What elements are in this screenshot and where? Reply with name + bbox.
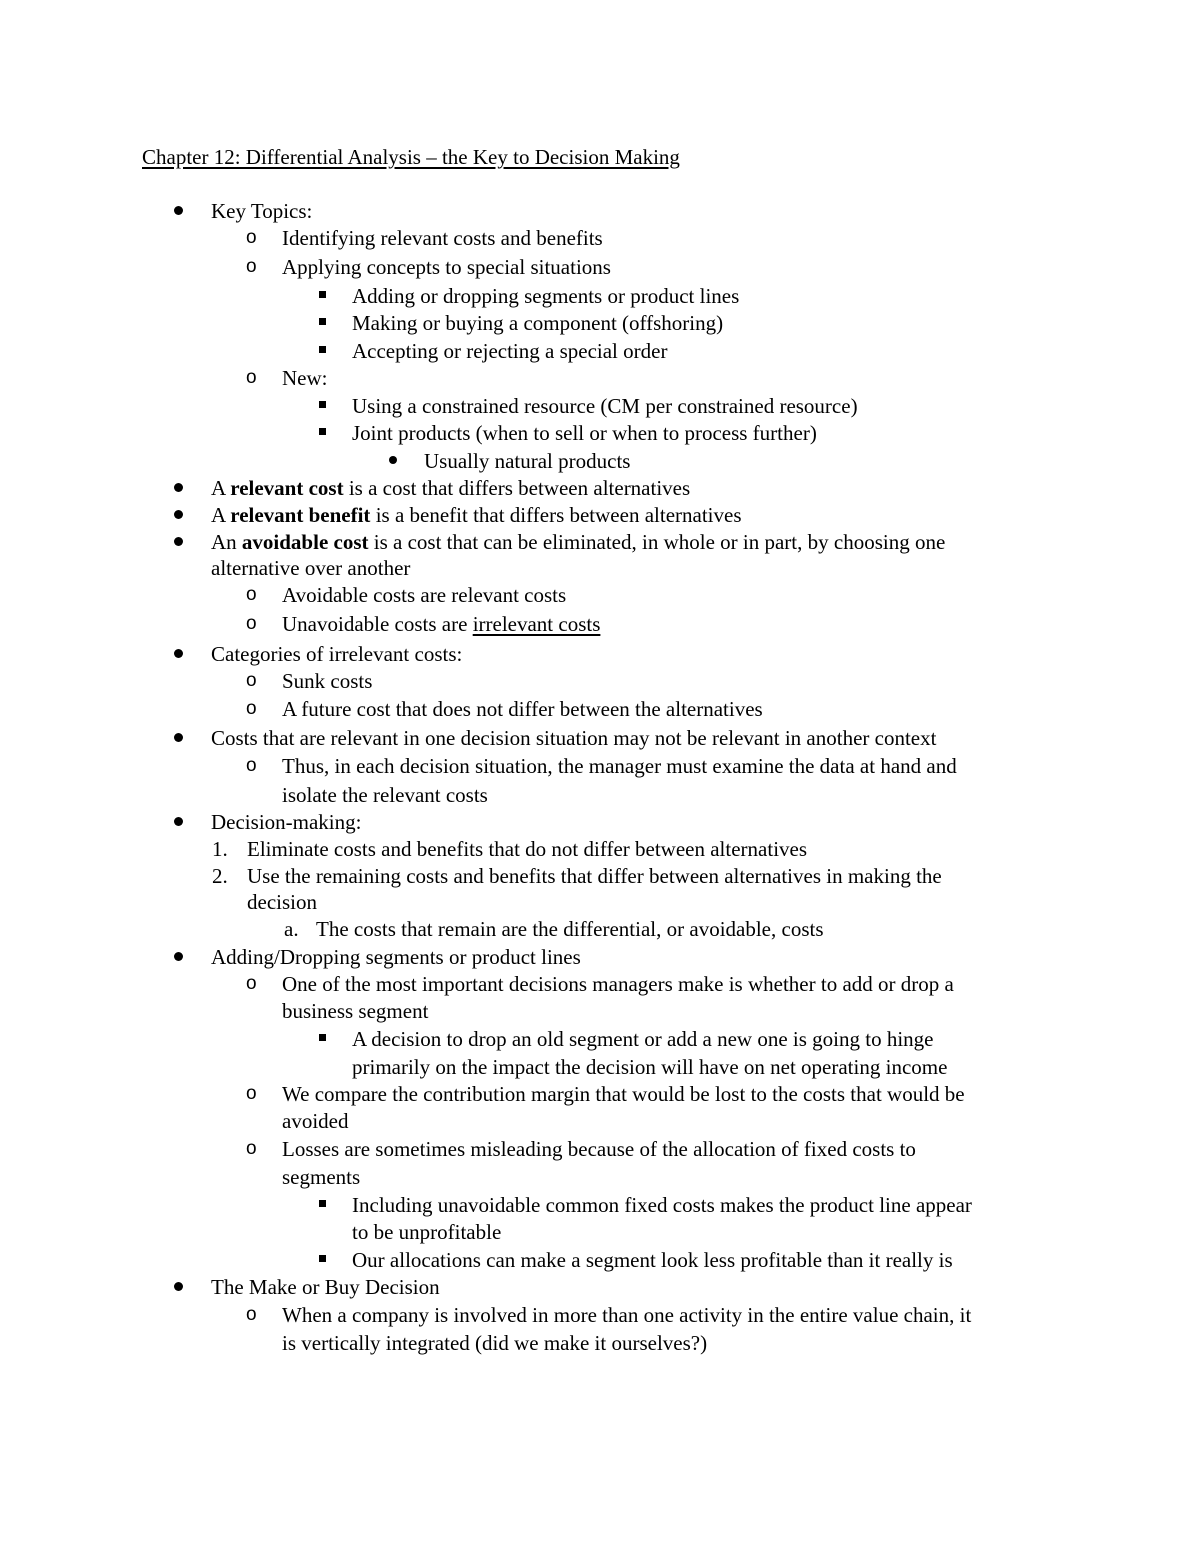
- list-letter: a.: [284, 917, 299, 941]
- bullet-o: o: [246, 584, 257, 605]
- bullet-o: o: [246, 670, 257, 691]
- term-irrelevant-costs: irrelevant costs: [472, 612, 601, 636]
- list-item: Costs that are relevant in one decision situation may not be relevant in another context: [211, 726, 937, 750]
- list-item: Applying concepts to special situations: [282, 255, 611, 279]
- list-item: Accepting or rejecting a special order: [352, 339, 668, 363]
- bullet-o: o: [246, 698, 257, 719]
- list-item: Our allocations can make a segment look less profitable than it really is: [352, 1248, 953, 1272]
- term-relevant-cost: relevant cost: [230, 476, 344, 500]
- list-item: Thus, in each decision situation, the manager must examine the data at hand and: [282, 754, 957, 778]
- list-item: Categories of irrelevant costs:: [211, 642, 463, 666]
- list-item: A future cost that does not differ between the alternatives: [282, 697, 763, 721]
- list-item-continuation: business segment: [282, 999, 429, 1023]
- bullet-o: o: [246, 1083, 257, 1104]
- bullet-o: o: [246, 256, 257, 277]
- list-item: The costs that remain are the differential, or avoidable, costs: [316, 917, 824, 941]
- bullet-o: o: [246, 973, 257, 994]
- list-item: The Make or Buy Decision: [211, 1275, 440, 1299]
- list-item: Eliminate costs and benefits that do not differ between alternatives: [247, 837, 808, 861]
- list-item: One of the most important decisions managers make is whether to add or drop a: [282, 972, 954, 996]
- list-item-continuation: is vertically integrated (did we make it ourselves?): [282, 1331, 708, 1355]
- list-item: Sunk costs: [282, 669, 373, 693]
- list-item-continuation: alternative over another: [211, 556, 411, 580]
- list-item: Decision-making:: [211, 810, 362, 834]
- list-item: Adding/Dropping segments or product lines: [211, 945, 581, 969]
- list-item-relevant-cost: A relevant cost is a cost that differs between alternatives: [211, 476, 691, 500]
- page-title: Chapter 12: Differential Analysis – the Key to Decision Making: [142, 145, 680, 169]
- list-item-relevant-benefit: A relevant benefit is a benefit that differs between alternatives: [211, 503, 742, 527]
- term-avoidable-cost: avoidable cost: [241, 530, 369, 554]
- list-item: Use the remaining costs and benefits that differ between alternatives in making the: [247, 864, 942, 888]
- list-item: When a company is involved in more than one activity in the entire value chain, it: [282, 1303, 972, 1327]
- bullet-o: o: [246, 227, 257, 248]
- list-item-continuation: segments: [282, 1165, 361, 1189]
- list-item-continuation: decision: [247, 890, 317, 914]
- list-item: Using a constrained resource (CM per constrained resource): [352, 394, 858, 418]
- list-number: 2.: [212, 864, 228, 888]
- list-item: Including unavoidable common fixed costs makes the product line appear: [352, 1193, 972, 1217]
- term-relevant-benefit: relevant benefit: [230, 503, 371, 527]
- list-item: Adding or dropping segments or product lines: [352, 284, 740, 308]
- bullet-o: o: [246, 1304, 257, 1325]
- list-item: Identifying relevant costs and benefits: [282, 226, 603, 250]
- list-item-continuation: avoided: [282, 1109, 349, 1133]
- list-item: Key Topics:: [211, 199, 313, 223]
- list-item-continuation: primarily on the impact the decision will have on net operating income: [352, 1055, 948, 1079]
- list-item-continuation: isolate the relevant costs: [282, 783, 488, 807]
- list-item: A decision to drop an old segment or add a new one is going to hinge: [352, 1027, 934, 1051]
- list-item: Losses are sometimes misleading because of the allocation of fixed costs to: [282, 1137, 916, 1161]
- list-item-avoidable-cost: An avoidable cost is a cost that can be eliminated, in whole or in part, by choosing one: [211, 530, 946, 554]
- list-item-continuation: to be unprofitable: [352, 1220, 502, 1244]
- bullet-o: o: [246, 755, 257, 776]
- list-item: Unavoidable costs are irrelevant costs: [282, 612, 601, 636]
- list-item: New:: [282, 366, 328, 390]
- list-number: 1.: [212, 837, 228, 861]
- bullet-o: o: [246, 367, 257, 388]
- list-item: Usually natural products: [424, 449, 631, 473]
- list-item: Avoidable costs are relevant costs: [282, 583, 567, 607]
- list-item: We compare the contribution margin that would be lost to the costs that would be: [282, 1082, 965, 1106]
- list-item: Making or buying a component (offshoring): [352, 311, 724, 335]
- list-item: Joint products (when to sell or when to process further): [352, 421, 817, 445]
- bullet-o: o: [246, 1138, 257, 1159]
- bullet-o: o: [246, 613, 257, 634]
